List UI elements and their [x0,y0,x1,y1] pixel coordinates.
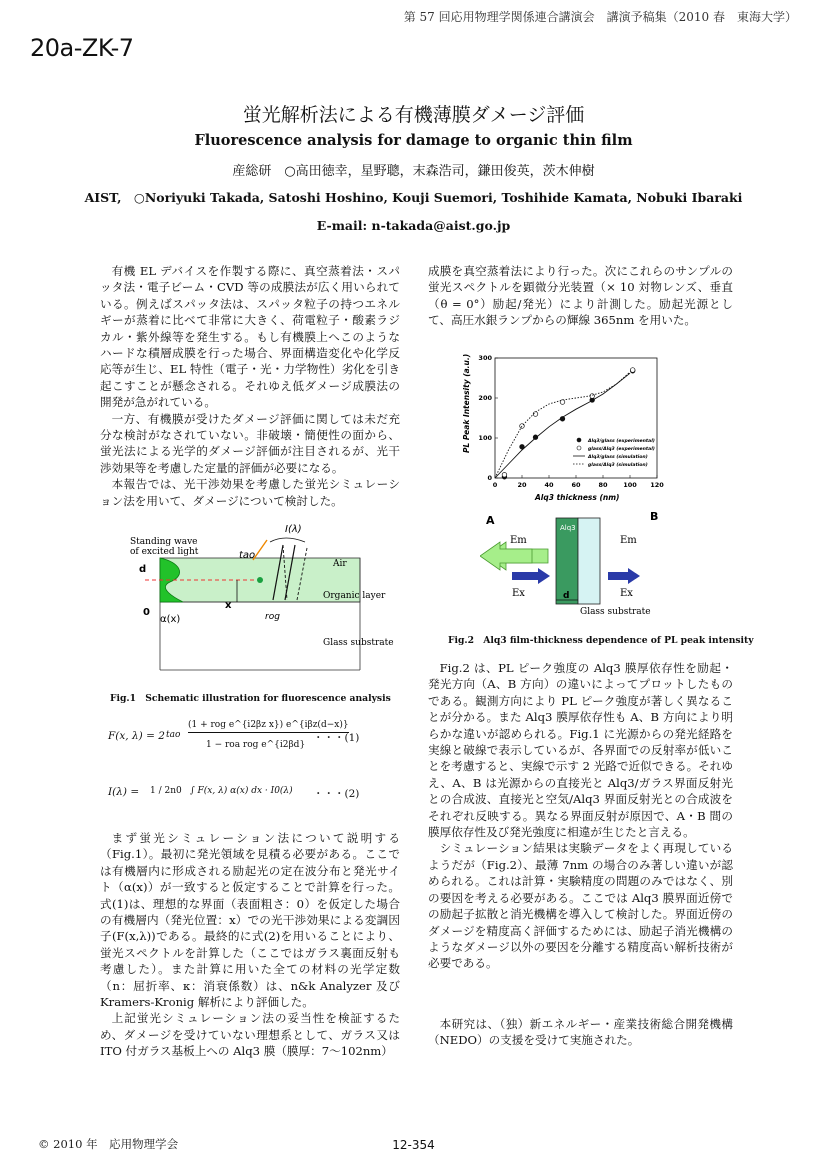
em-label-a: Em [510,535,527,546]
x-tick-label: 20 [517,481,527,489]
legend-marker-swatch [577,446,581,450]
paragraph: 成膜を真空蒸着法により行った。次にこれらのサンプルの蛍光スペクトルを顕微分光装置（× 10 対物レンズ、垂直（θ = 0°）励起/発光）により計測した。励起光源として、高圧水銀ランプからの輝線 365nm を用いた。 [428,264,733,328]
author-email: E-mail: n-takada@aist.go.jp [316,218,511,233]
glass-substrate-label: Glass substrate [323,638,394,648]
ex-label-a: Ex [512,588,525,599]
x-tick-label: 0 [492,481,498,489]
paragraph: 上記蛍光シミュレーション法の妥当性を検証するため、ダメージを受けていない理想系として、ガラス又は ITO 付ガラス基板上への Alq3 膜（膜厚：7〜102nm） [100,1011,400,1059]
x-tick-label: 80 [598,481,608,489]
paragraph: 本研究は、（独）新エネルギー・産業技術総合開発機構（NEDO）の支援を受けて実施された。 [428,1017,733,1048]
x-axis-label: Alq3 thickness (nm) [535,493,620,502]
fig2-chart [455,348,675,508]
x-label: x [225,600,232,611]
y-tick-label: 0 [487,474,492,482]
fig2-caption: Fig.2 Alq3 film-thickness dependence of PL peak intensity [448,635,754,646]
title-jp: 蛍光解析法による有機薄膜ダメージ評価 [242,104,585,126]
eq1-lhs: F(x, λ) = 2 [108,730,165,742]
fig2-diagram [480,508,690,620]
eq2-number: ・・・(2) [313,788,360,800]
legend-entry: glass/Alq3 (simulation) [588,463,648,468]
acknowledgement [428,1016,733,1049]
x-tick-label: 60 [571,481,581,489]
r-label: rog [265,612,280,622]
title-en: Fluorescence analysis for damage to organic thin film [194,132,633,149]
direction-a-label: A [486,514,495,527]
organic-layer-label: Organic layer [323,591,386,601]
eq1-denominator: 1 − roa rog e^{i2βd} [206,740,306,750]
eq1-t: tao [166,730,181,740]
eq1-numerator: (1 + rog e^{i2βz x}) e^{iβz(d−x)} [188,720,349,733]
paragraph: まず蛍光シミュレーション法について説明する（Fig.1）。最初に発光領域を見積る必要がある。ここでは有機層内に形成される励起光の定在波分布と発光サイト（α(x)）が一致すると仮定することで計算を行った。式(1)は、理想的な界面（表面粗さ：0）を仮定した場合の有機層内（発光位置：x）での光干渉効果による変調因子(F(x,λ))である。最終的に式(2)を用いることにより、蛍光スペクトルを計算した（ここではガラス裏面反射も考慮した）。また計算に用いた全ての材料の光学定数（n：屈折率、κ：消衰係数）は、n&k Analyzer 及び Kramers-Kronig 解析により評価した。 [100,831,400,1010]
paragraph: Fig.2 は、PL ピーク強度の Alq3 膜厚依存性を励起・発光方向（A、B 方向）の違いによってプロットしたものである。観測方向により PL ピーク強度が著しく異なることが分かる。また Alq3 膜厚依存性も A、B 方向により明らかな違いが認められる。Fig.1 に光源からの発光経路を実線と破線で表示しているが、各界面での反射率が低いことを考慮すると、実線で示す 2 光路で近似できる。それゆえ、A、B は光源からの直接光と Alq3/ガラス界面反射光との合成波、直接光と空気/Alq3 界面反射光との合成波をそれぞれ反映する。異なる界面反射が原因で、A・B 間の膜厚依存性及び発光強度に相違が生じたと言える。 [428,661,733,840]
data-point [502,473,507,478]
data-point [630,368,635,373]
paragraph: 本報告では、光干渉効果を考慮した蛍光シミュレーション法を用いて、ダメージについて検討した。 [100,477,400,508]
plot-frame [495,358,657,478]
authors-en: AIST, ○Noriyuki Takada, Satoshi Hoshino, Kouji Suemori, Toshihide Kamata, Nobuki Ibaraki [84,190,743,205]
y-tick-label: 300 [478,354,492,362]
conference-header: 第 57 回応用物理学関係連合講演会 講演予稿集（2010 春 東海大学） [403,10,797,24]
alpha-label: α(x) [160,614,181,625]
paragraph: 一方、有機膜が受けたダメージ評価に関しては未だ充分な検討がなされていない。非破壊・簡便性の面から、蛍光法による光学的ダメージ評価が注目されるが、光干渉効果等を考慮した定量的評価が必要になる。 [100,411,400,475]
eq1-number: ・・・(1) [313,732,360,744]
eq2-fraction: 1 / 2n0 [150,786,182,796]
left-column-intro [100,263,400,509]
eq2-integral: ∫ F(x, λ) α(x) dx · I0(λ) [190,786,293,796]
ex-arrow-left-icon [512,568,550,584]
d-label: d [139,564,147,575]
x-tick-label: 100 [623,481,637,489]
y-tick-label: 200 [478,394,492,402]
x-tick-label: 120 [650,481,664,489]
emission-site-icon [257,577,263,583]
fig1-caption: Fig.1 Schematic illustration for fluorescence analysis [110,693,391,704]
standing-wave-label: Standing wave [130,537,198,547]
zero-label: 0 [143,607,150,618]
ex-label-b: Ex [620,588,633,599]
legend-marker-swatch [577,438,581,442]
equation-1 [108,712,398,762]
glass-layer [578,518,600,604]
page-number: 12-354 [392,1138,435,1152]
legend-entry: Alq3/glass (experimental) [588,439,655,444]
right-column-discussion [428,660,733,972]
fig1-schematic [105,520,405,680]
air-label: Air [333,559,347,569]
eq2-lhs: I(λ) = [108,786,140,798]
authors-jp: 産総研 ○高田徳幸，星野聰，末森浩司，鎌田俊英，茨木伸樹 [232,164,595,179]
alq3-label: Alq3 [560,524,576,532]
legend-entry: Alq3/glass (simulation) [588,455,648,460]
paragraph: 有機 EL デバイスを作製する際に、真空蒸着法・スパッタ法・電子ビーム・CVD 等の成膜法が広く用いられている。例えばスパッタ法は、スパッタ粒子の持つエネルギーが蒸着に比べて非常に大きく、荷電粒子・酸素ラジカル・紫外線等を発生する。もし有機膜上へこのようなハードな積層成膜を行った場合、界面構造変化や化学反応等が生じ、EL 特性（電子・光・力学物性）劣化を引き起こすことが懸念される。それゆえ低ダメージ成膜法の開発が急がれている。 [100,264,400,410]
x-tick-label: 40 [544,481,554,489]
equation-2 [108,772,398,816]
paragraph: シミュレーション結果は実験データをよく再現しているようだが（Fig.2）、最薄 7nm の場合のみ著しい違いが認められる。これは計算・実験精度の問題のみではなく、別の要因を考える必要がある。ここでは Alq3 膜界面近傍での励起子拡散と消光機構を導入して検討した。界面近傍のダメージを精度高く評価するためには、励起子消光機構のようなダメージ以外の要因を分離する精度高い解析技術が必要である。 [428,841,733,971]
right-column-intro [428,263,733,329]
y-axis-label: PL Peak Intensity (a.u.) [462,353,471,453]
em-label-b: Em [620,535,637,546]
direction-b-label: B [650,510,659,523]
legend-entry: glass/Alq3 (experimental) [588,447,655,452]
excited-light-label: of excited light [130,547,199,557]
ex-arrow-right-icon [608,568,640,584]
thickness-d-label: d [563,591,570,601]
intensity-label: I(λ) [285,524,302,535]
left-column-method [100,830,400,1060]
copyright: © 2010 年 応用物理学会 [38,1137,179,1151]
paper-id: 20a-ZK-7 [30,34,134,62]
glass-substrate-label: Glass substrate [580,607,651,617]
y-tick-label: 100 [478,434,492,442]
t-label: tao [239,550,256,561]
